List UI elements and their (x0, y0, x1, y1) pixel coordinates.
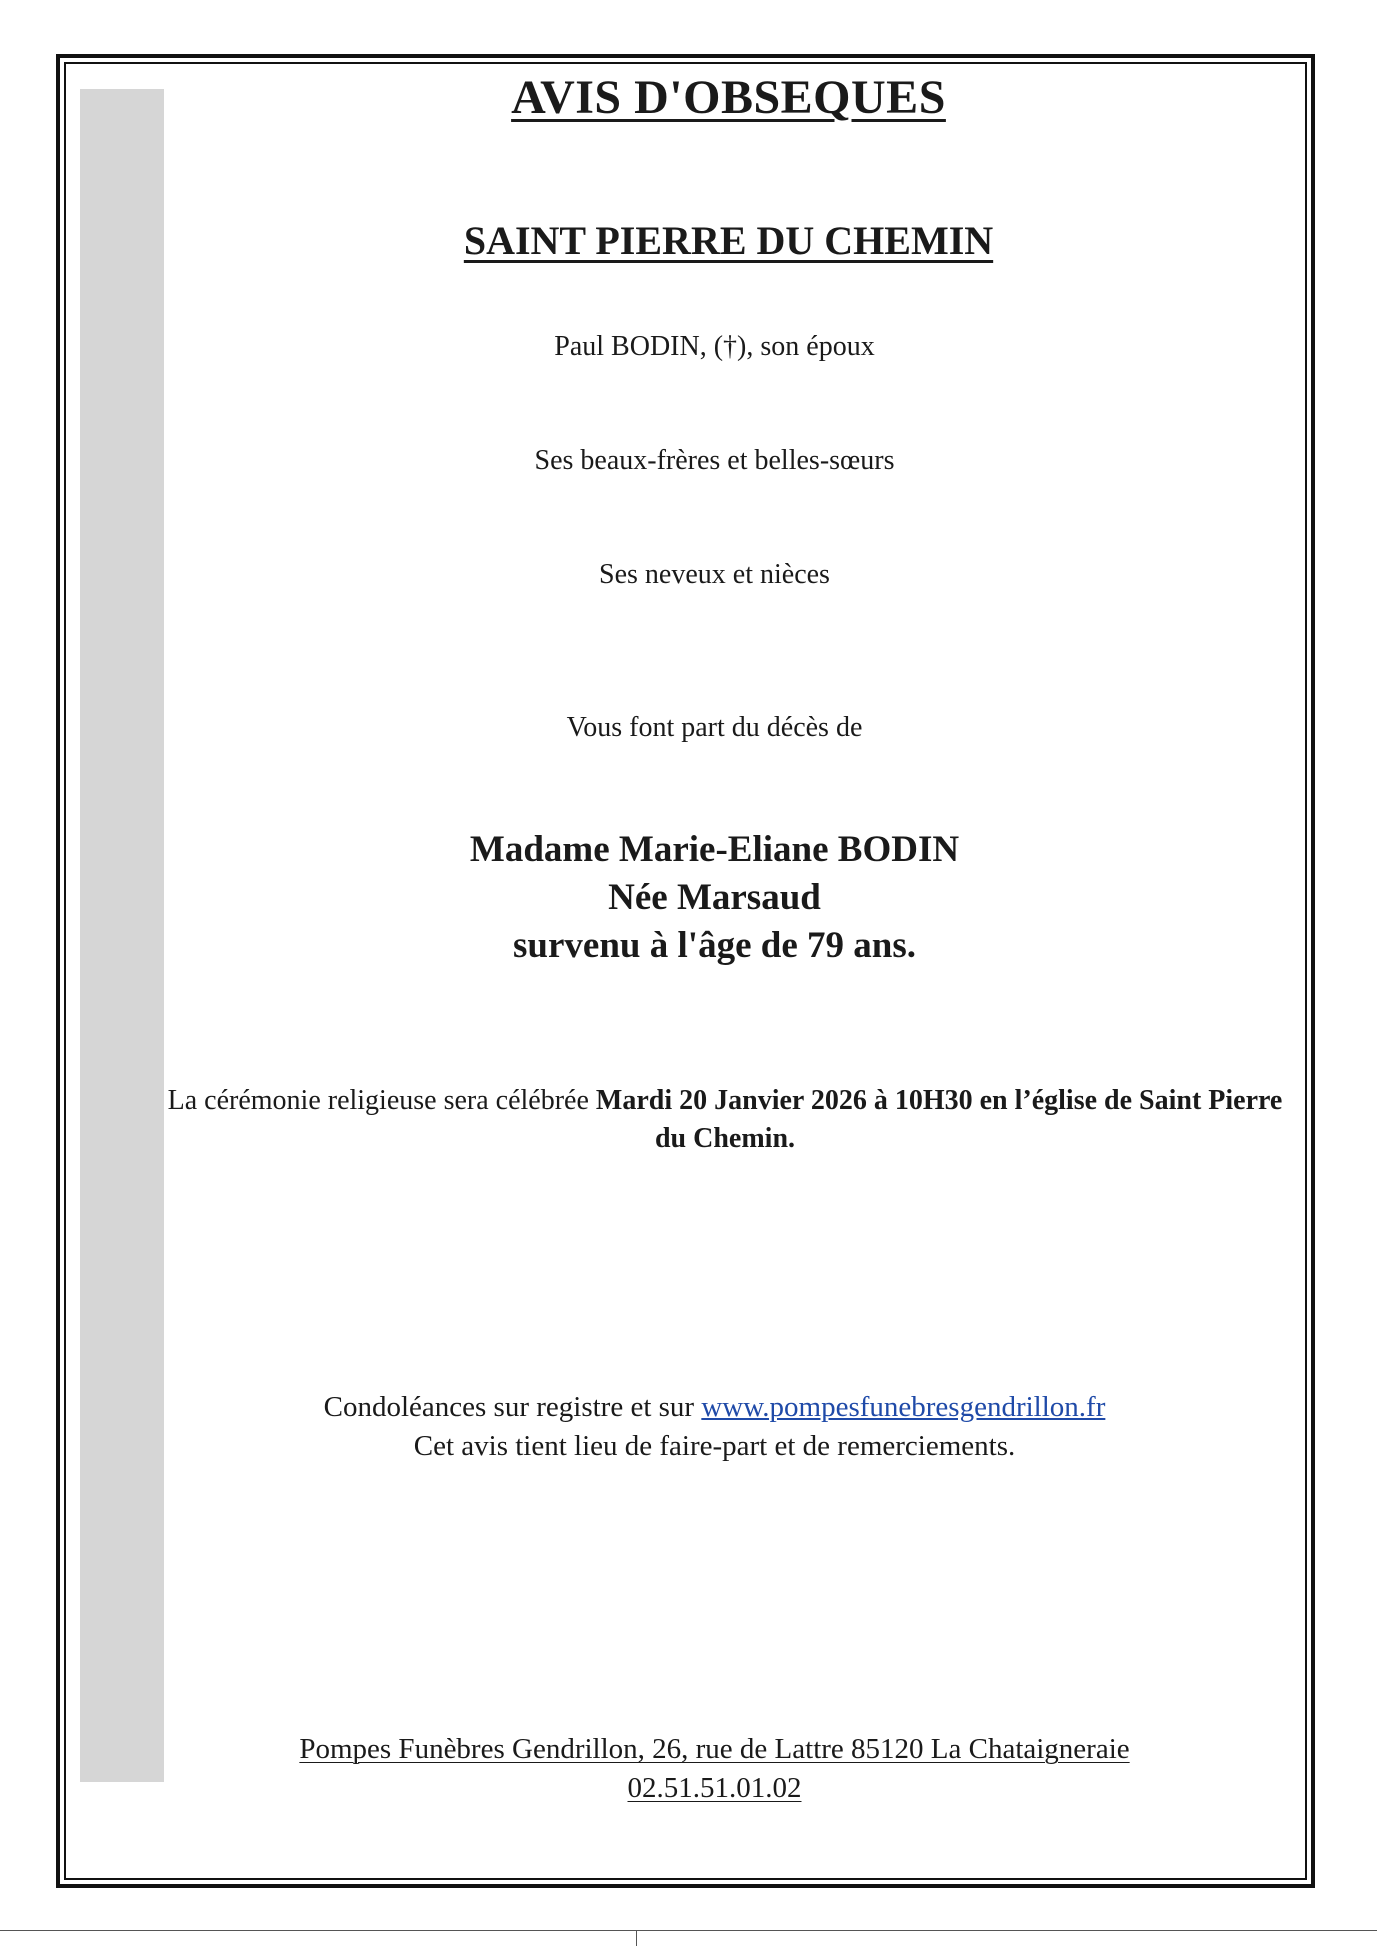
deceased-block (26, 826, 1377, 970)
funeral-home-footer (26, 1730, 1377, 1808)
deceased-age: survenu à l'âge de 79 ans. (513, 925, 916, 966)
condolences-note: Cet avis tient lieu de faire-part et de remerciements. (413, 1430, 1016, 1462)
deceased-birth-name: Née Marsaud (608, 877, 821, 918)
family-line-nephews: Ses neveux et nièces (599, 559, 830, 590)
ceremony-prefix: La cérémonie religieuse sera célébrée (167, 1085, 596, 1116)
condolences-line (26, 1388, 1377, 1427)
page-bottom-rule (0, 1930, 1377, 1931)
notice-place: SAINT PIERRE DU CHEMIN (463, 218, 994, 263)
condolences-block (26, 1388, 1377, 1466)
condolences-prefix: Condoléances sur registre et sur (323, 1391, 702, 1423)
page-bottom-tick (636, 1930, 637, 1946)
family-line-in-laws: Ses beaux-frères et belles-sœurs (534, 445, 895, 476)
funeral-home-address: Pompes Funèbres Gendrillon, 26, rue de Lattre 85120 La Chataigneraie (299, 1733, 1130, 1765)
ceremony-datetime-place: Mardi 20 Janvier 2026 à 10H30 en l’église de Saint Pierre du Chemin. (595, 1085, 1283, 1154)
deceased-name: Madame Marie-Eliane BODIN (469, 829, 960, 870)
ceremony-details (160, 1082, 1290, 1158)
family-line-spouse: Paul BODIN, (†), son époux (554, 331, 875, 362)
funeral-home-website-link[interactable]: www.pompesfunebresgendrillon.fr (701, 1391, 1106, 1423)
announcement-intro: Vous font part du décès de (566, 712, 863, 743)
notice-title: AVIS D'OBSEQUES (511, 71, 946, 124)
funeral-home-phone: 02.51.51.01.02 (627, 1772, 802, 1804)
